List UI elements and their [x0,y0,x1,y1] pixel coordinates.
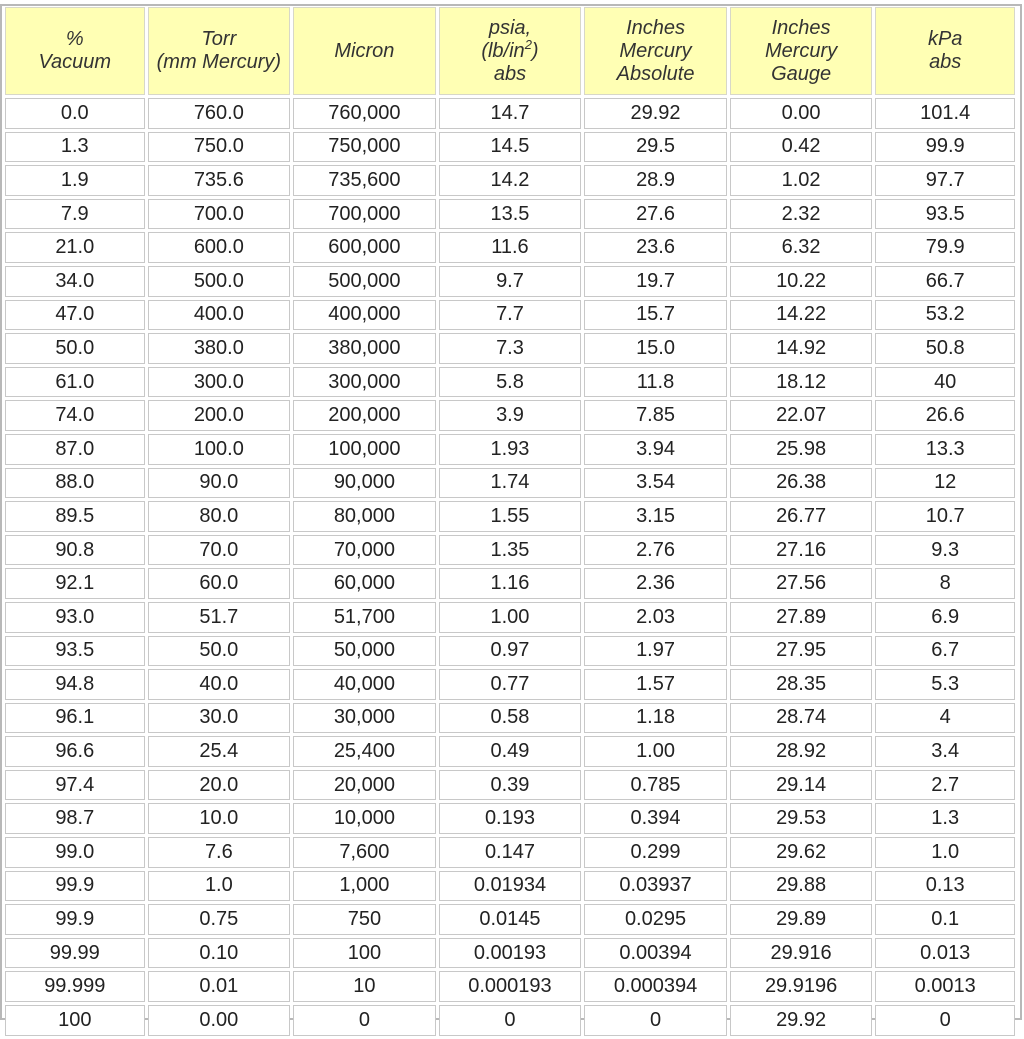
cell-psia: 1.74 [439,468,582,499]
cell-inches-mercury-gauge: 29.89 [730,904,873,935]
cell-vacuum: 1.9 [5,165,145,196]
cell-psia: 0.000193 [439,971,582,1002]
cell-vacuum: 61.0 [5,367,145,398]
cell-micron: 1,000 [293,871,436,902]
cell-inches-mercury-absolute: 1.57 [584,669,727,700]
cell-micron: 51,700 [293,602,436,633]
cell-psia: 1.55 [439,501,582,532]
cell-vacuum: 99.0 [5,837,145,868]
cell-vacuum: 0.0 [5,98,145,129]
cell-inches-mercury-gauge: 22.07 [730,400,873,431]
cell-inches-mercury-absolute: 1.97 [584,636,727,667]
cell-psia: 7.3 [439,333,582,364]
cell-inches-mercury-gauge: 14.92 [730,333,873,364]
cell-psia: 0 [439,1005,582,1036]
cell-inches-mercury-absolute: 0.299 [584,837,727,868]
table-row [5,837,1015,868]
cell-micron: 100,000 [293,434,436,465]
cell-kpa: 13.3 [875,434,1015,465]
cell-kpa: 99.9 [875,132,1015,163]
cell-micron: 60,000 [293,568,436,599]
cell-inches-mercury-gauge: 28.92 [730,736,873,767]
cell-micron: 735,600 [293,165,436,196]
table-row [5,501,1015,532]
cell-micron: 30,000 [293,703,436,734]
table-row [5,165,1015,196]
cell-vacuum: 90.8 [5,535,145,566]
cell-torr: 0.10 [148,938,291,969]
cell-kpa: 93.5 [875,199,1015,230]
cell-vacuum: 98.7 [5,803,145,834]
cell-psia: 1.93 [439,434,582,465]
cell-kpa: 26.6 [875,400,1015,431]
cell-micron: 80,000 [293,501,436,532]
header-micron: Micron [293,7,436,95]
cell-inches-mercury-gauge: 29.9196 [730,971,873,1002]
cell-torr: 51.7 [148,602,291,633]
cell-vacuum: 99.99 [5,938,145,969]
cell-torr: 700.0 [148,199,291,230]
cell-inches-mercury-gauge: 27.56 [730,568,873,599]
cell-inches-mercury-absolute: 27.6 [584,199,727,230]
cell-micron: 10,000 [293,803,436,834]
cell-inches-mercury-absolute: 1.00 [584,736,727,767]
cell-psia: 0.193 [439,803,582,834]
cell-psia: 14.2 [439,165,582,196]
cell-torr: 7.6 [148,837,291,868]
cell-torr: 70.0 [148,535,291,566]
cell-torr: 0.75 [148,904,291,935]
cell-torr: 40.0 [148,669,291,700]
cell-vacuum: 87.0 [5,434,145,465]
cell-inches-mercury-absolute: 29.92 [584,98,727,129]
cell-inches-mercury-gauge: 25.98 [730,434,873,465]
cell-torr: 600.0 [148,232,291,263]
cell-micron: 750,000 [293,132,436,163]
cell-psia: 0.00193 [439,938,582,969]
cell-psia: 0.97 [439,636,582,667]
cell-kpa: 8 [875,568,1015,599]
cell-psia: 7.7 [439,300,582,331]
cell-inches-mercury-gauge: 14.22 [730,300,873,331]
cell-psia: 1.16 [439,568,582,599]
cell-kpa: 6.7 [875,636,1015,667]
header-row [5,7,1015,95]
cell-inches-mercury-absolute: 3.94 [584,434,727,465]
cell-inches-mercury-gauge: 26.38 [730,468,873,499]
cell-psia: 0.147 [439,837,582,868]
table-row [5,568,1015,599]
cell-inches-mercury-gauge: 10.22 [730,266,873,297]
header-psia: psia, $(lb/in^2)$ abs [439,7,582,95]
cell-inches-mercury-absolute: 2.03 [584,602,727,633]
header-kpa: kPa abs [875,7,1015,95]
table-row [5,468,1015,499]
cell-torr: 80.0 [148,501,291,532]
cell-vacuum: 34.0 [5,266,145,297]
cell-micron: 10 [293,971,436,1002]
cell-micron: 380,000 [293,333,436,364]
cell-kpa: 53.2 [875,300,1015,331]
cell-psia: 9.7 [439,266,582,297]
header-vacuum: % Vacuum [5,7,145,95]
cell-kpa: 40 [875,367,1015,398]
cell-micron: 7,600 [293,837,436,868]
cell-micron: 100 [293,938,436,969]
table-row [5,333,1015,364]
table-row [5,602,1015,633]
table-row [5,132,1015,163]
cell-torr: 200.0 [148,400,291,431]
cell-vacuum: 88.0 [5,468,145,499]
cell-kpa: 1.0 [875,837,1015,868]
cell-psia: 0.58 [439,703,582,734]
cell-inches-mercury-gauge: 1.02 [730,165,873,196]
cell-micron: 25,400 [293,736,436,767]
cell-vacuum: 97.4 [5,770,145,801]
cell-psia: 13.5 [439,199,582,230]
cell-inches-mercury-absolute: 3.54 [584,468,727,499]
header-inches-mercury-gauge: Inches Mercury Gauge [730,7,873,95]
table-row [5,266,1015,297]
cell-vacuum: 99.9 [5,904,145,935]
cell-inches-mercury-absolute: 15.0 [584,333,727,364]
cell-vacuum: 7.9 [5,199,145,230]
cell-inches-mercury-gauge: 28.35 [730,669,873,700]
cell-micron: 300,000 [293,367,436,398]
cell-torr: 760.0 [148,98,291,129]
cell-torr: 300.0 [148,367,291,398]
cell-psia: 14.5 [439,132,582,163]
cell-psia: 1.35 [439,535,582,566]
cell-kpa: 0.0013 [875,971,1015,1002]
cell-inches-mercury-gauge: 6.32 [730,232,873,263]
cell-inches-mercury-absolute: 0.394 [584,803,727,834]
cell-vacuum: 89.5 [5,501,145,532]
cell-inches-mercury-gauge: 27.89 [730,602,873,633]
cell-torr: 0.01 [148,971,291,1002]
cell-psia: 0.01934 [439,871,582,902]
vacuum-conversion-table [2,4,1018,1039]
cell-vacuum: 99.999 [5,971,145,1002]
cell-inches-mercury-gauge: 29.14 [730,770,873,801]
cell-vacuum: 92.1 [5,568,145,599]
cell-inches-mercury-gauge: 28.74 [730,703,873,734]
cell-torr: 0.00 [148,1005,291,1036]
cell-inches-mercury-absolute: 1.18 [584,703,727,734]
cell-kpa: 0.1 [875,904,1015,935]
table-row [5,1005,1015,1036]
cell-inches-mercury-gauge: 2.32 [730,199,873,230]
cell-kpa: 12 [875,468,1015,499]
cell-micron: 90,000 [293,468,436,499]
cell-micron: 700,000 [293,199,436,230]
cell-inches-mercury-absolute: 11.8 [584,367,727,398]
table-row [5,770,1015,801]
cell-torr: 750.0 [148,132,291,163]
cell-torr: 400.0 [148,300,291,331]
cell-inches-mercury-gauge: 26.77 [730,501,873,532]
cell-inches-mercury-absolute: 3.15 [584,501,727,532]
cell-torr: 60.0 [148,568,291,599]
cell-vacuum: 96.6 [5,736,145,767]
cell-kpa: 3.4 [875,736,1015,767]
cell-inches-mercury-gauge: 29.92 [730,1005,873,1036]
cell-kpa: 50.8 [875,333,1015,364]
table-row [5,636,1015,667]
table-row [5,434,1015,465]
cell-micron: 760,000 [293,98,436,129]
cell-torr: 25.4 [148,736,291,767]
cell-micron: 40,000 [293,669,436,700]
cell-vacuum: 47.0 [5,300,145,331]
table-row [5,938,1015,969]
cell-torr: 735.6 [148,165,291,196]
table-row [5,367,1015,398]
cell-vacuum: 1.3 [5,132,145,163]
cell-micron: 750 [293,904,436,935]
cell-inches-mercury-absolute: 0.785 [584,770,727,801]
cell-kpa: 0.13 [875,871,1015,902]
cell-torr: 90.0 [148,468,291,499]
table-row [5,971,1015,1002]
table-row [5,871,1015,902]
table-row [5,98,1015,129]
cell-torr: 50.0 [148,636,291,667]
cell-inches-mercury-absolute: 0.000394 [584,971,727,1002]
cell-torr: 20.0 [148,770,291,801]
cell-inches-mercury-absolute: 0 [584,1005,727,1036]
cell-psia: 0.0145 [439,904,582,935]
cell-psia: 0.77 [439,669,582,700]
cell-inches-mercury-absolute: 19.7 [584,266,727,297]
cell-kpa: 79.9 [875,232,1015,263]
cell-micron: 20,000 [293,770,436,801]
cell-torr: 10.0 [148,803,291,834]
cell-kpa: 0.013 [875,938,1015,969]
cell-inches-mercury-gauge: 0.00 [730,98,873,129]
cell-inches-mercury-absolute: 2.36 [584,568,727,599]
cell-vacuum: 93.0 [5,602,145,633]
cell-kpa: 10.7 [875,501,1015,532]
cell-psia: 5.8 [439,367,582,398]
cell-inches-mercury-absolute: 15.7 [584,300,727,331]
cell-micron: 500,000 [293,266,436,297]
cell-vacuum: 50.0 [5,333,145,364]
cell-inches-mercury-absolute: 7.85 [584,400,727,431]
cell-vacuum: 100 [5,1005,145,1036]
header-torr: Torr (mm Mercury) [148,7,291,95]
cell-kpa: 66.7 [875,266,1015,297]
cell-kpa: 97.7 [875,165,1015,196]
cell-micron: 50,000 [293,636,436,667]
cell-inches-mercury-gauge: 29.88 [730,871,873,902]
cell-psia: 0.49 [439,736,582,767]
cell-vacuum: 94.8 [5,669,145,700]
table-row [5,199,1015,230]
table-body [5,98,1015,1036]
cell-vacuum: 96.1 [5,703,145,734]
cell-micron: 0 [293,1005,436,1036]
cell-inches-mercury-gauge: 0.42 [730,132,873,163]
table-row [5,736,1015,767]
cell-vacuum: 99.9 [5,871,145,902]
cell-inches-mercury-absolute: 0.03937 [584,871,727,902]
table-row [5,703,1015,734]
cell-inches-mercury-gauge: 18.12 [730,367,873,398]
cell-inches-mercury-gauge: 29.53 [730,803,873,834]
cell-inches-mercury-absolute: 29.5 [584,132,727,163]
cell-inches-mercury-gauge: 29.916 [730,938,873,969]
cell-inches-mercury-absolute: 23.6 [584,232,727,263]
table-row [5,904,1015,935]
table-row [5,300,1015,331]
cell-inches-mercury-absolute: 2.76 [584,535,727,566]
cell-kpa: 1.3 [875,803,1015,834]
cell-inches-mercury-gauge: 27.95 [730,636,873,667]
cell-inches-mercury-gauge: 27.16 [730,535,873,566]
cell-psia: 3.9 [439,400,582,431]
cell-vacuum: 21.0 [5,232,145,263]
table-row [5,803,1015,834]
cell-inches-mercury-gauge: 29.62 [730,837,873,868]
cell-psia: 1.00 [439,602,582,633]
cell-vacuum: 74.0 [5,400,145,431]
cell-kpa: 0 [875,1005,1015,1036]
cell-micron: 70,000 [293,535,436,566]
cell-psia: 11.6 [439,232,582,263]
cell-micron: 200,000 [293,400,436,431]
table-row [5,535,1015,566]
cell-micron: 600,000 [293,232,436,263]
cell-psia: 14.7 [439,98,582,129]
cell-inches-mercury-absolute: 0.00394 [584,938,727,969]
cell-psia: 0.39 [439,770,582,801]
cell-kpa: 5.3 [875,669,1015,700]
cell-torr: 500.0 [148,266,291,297]
cell-torr: 380.0 [148,333,291,364]
table-row [5,232,1015,263]
cell-vacuum: 93.5 [5,636,145,667]
cell-torr: 1.0 [148,871,291,902]
table-row [5,400,1015,431]
cell-inches-mercury-absolute: 28.9 [584,165,727,196]
cell-torr: 100.0 [148,434,291,465]
cell-kpa: 2.7 [875,770,1015,801]
cell-kpa: 6.9 [875,602,1015,633]
cell-kpa: 101.4 [875,98,1015,129]
cell-torr: 30.0 [148,703,291,734]
table-row [5,669,1015,700]
cell-micron: 400,000 [293,300,436,331]
cell-kpa: 9.3 [875,535,1015,566]
cell-inches-mercury-absolute: 0.0295 [584,904,727,935]
cell-kpa: 4 [875,703,1015,734]
header-inches-mercury-absolute: Inches Mercury Absolute [584,7,727,95]
